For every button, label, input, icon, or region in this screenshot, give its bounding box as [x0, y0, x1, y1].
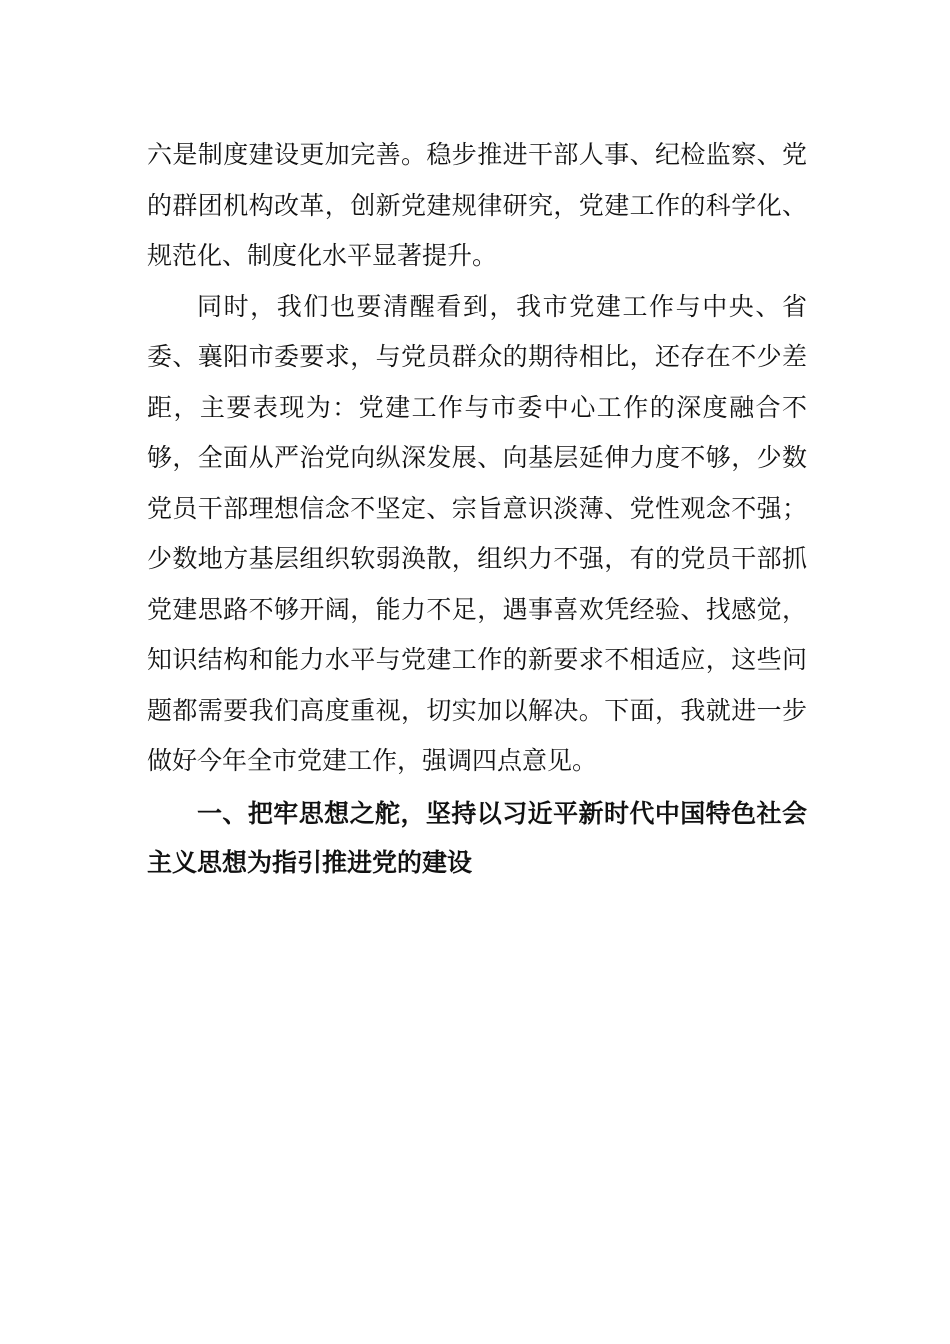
document-body: [147, 130, 807, 887]
paragraph-shortcomings: 同时，我们也要清醒看到，我市党建工作与中央、省委、襄阳市委要求，与党员群众的期待相比，还存在不少差距，主要表现为：党建工作与市委中心工作的深度融合不够，全面从严治党向纵深发展、向基层延伸力度不够，少数党员干部理想信念不坚定、宗旨意识淡薄、党性观念不强；少数地方基层组织软弱涣散，组织力不强，有的党员干部抓党建思路不够开阔，能力不足，遇事喜欢凭经验、找感觉，知识结构和能力水平与党建工作的新要求不相适应，这些问题都需要我们高度重视，切实加以解决。下面，我就进一步做好今年全市党建工作，强调四点意见。: [147, 291, 807, 775]
section-heading-1: 一、把牢思想之舵，坚持以习近平新时代中国特色社会主义思想为指引推进党的建设: [147, 798, 807, 877]
paragraph-institutional-building: 六是制度建设更加完善。稳步推进干部人事、纪检监察、党的群团机构改革，创新党建规律研究，党建工作的科学化、规范化、制度化水平显著提升。: [147, 140, 807, 270]
